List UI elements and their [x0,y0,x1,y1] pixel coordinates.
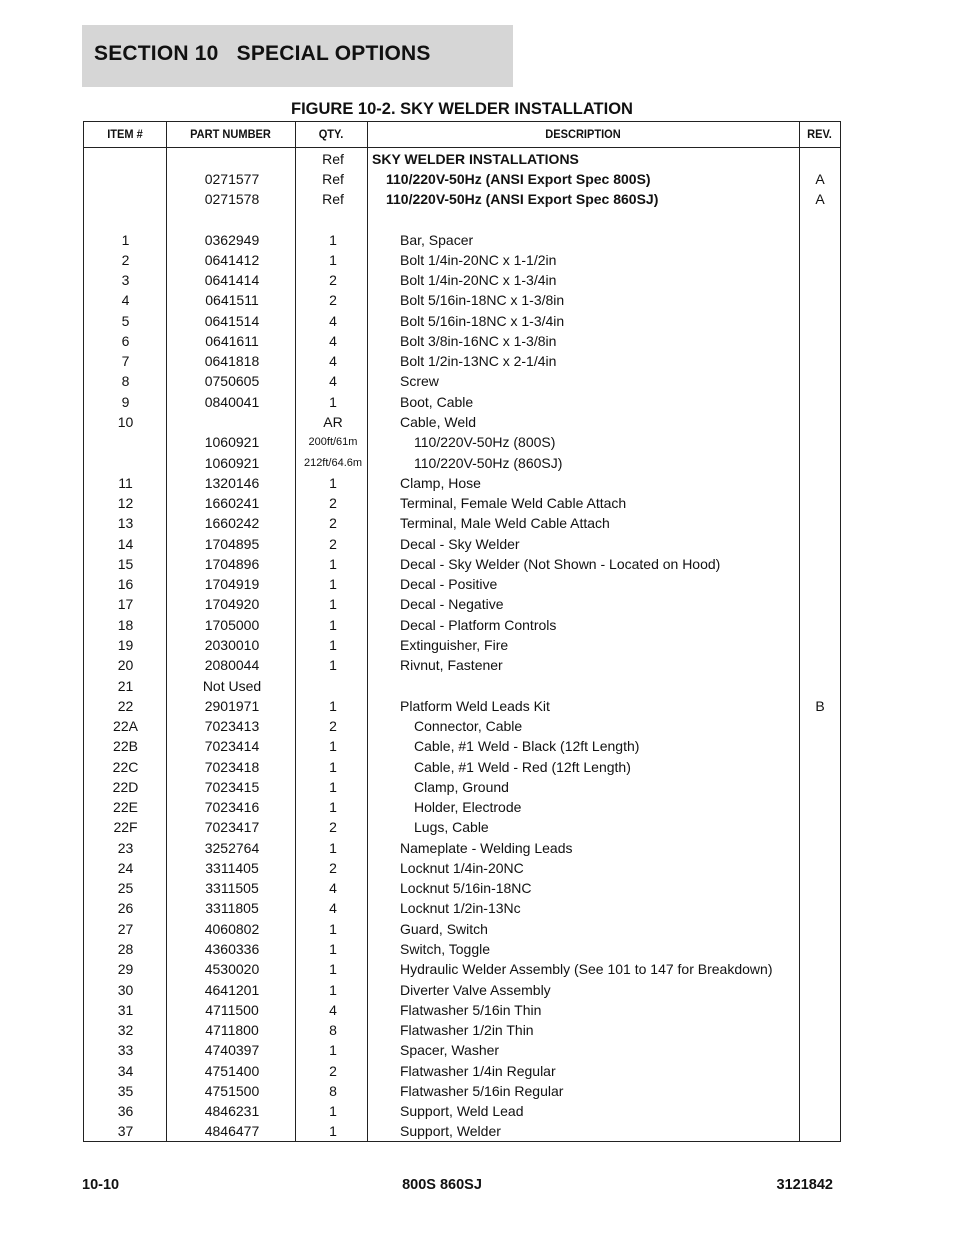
description: Guard, Switch [400,920,488,937]
item-number: 24 [117,859,134,876]
description: Flatwasher 1/2in Thin [400,1022,534,1039]
quantity: 1 [329,738,337,755]
item-number: 22A [113,718,138,735]
table-row [84,270,840,290]
item-number: 3 [121,272,130,289]
table-header [84,122,840,148]
table-row [84,676,840,696]
part-number: 4360336 [204,941,260,958]
part-number: 7023413 [204,718,260,735]
quantity: 1 [329,576,337,593]
table-row [84,169,840,189]
description: Spacer, Washer [400,1042,500,1059]
table-row [84,980,840,1000]
part-number: 1704895 [204,535,260,552]
table-row [84,959,840,979]
figure-title: FIGURE 10-2. SKY WELDER INSTALLATION [291,100,633,118]
description: Terminal, Female Weld Cable Attach [400,495,627,512]
description: Decal - Sky Welder (Not Shown - Located on Hood) [400,555,721,572]
item-number: 10 [117,414,134,430]
quantity: 1 [329,920,337,937]
quantity: 1 [329,941,337,958]
part-number: 4060802 [204,920,260,937]
description: Bolt 1/4in-20NC x 1-3/4in [400,272,557,289]
table-row [84,250,840,270]
part-number: 2080044 [204,657,260,674]
revision: B [815,697,825,714]
item-number: 6 [121,332,130,349]
part-number: 1705000 [204,616,260,633]
part-number: 0750605 [204,373,260,390]
table-row [84,858,840,878]
table-row [84,189,840,209]
description: Screw [400,373,439,390]
table-row [84,1061,840,1081]
description: Connector, Cable [414,718,523,735]
part-number: 3311805 [205,900,259,917]
part-number: Not Used [202,677,262,694]
part-number: 7023415 [204,778,260,795]
item-number: 25 [117,880,134,897]
table-row [84,878,840,898]
description: Support, Weld Lead [400,1103,524,1120]
description: Boot, Cable [400,393,474,410]
table-row [84,1000,840,1020]
quantity: 1 [329,616,337,633]
header-description: DESCRIPTION [545,127,621,141]
quantity: 8 [329,1022,337,1039]
quantity: 200ft/61m [308,436,358,449]
table-row [84,412,840,432]
quantity: 2 [329,718,337,735]
quantity: 1 [329,393,337,410]
header-item: ITEM # [107,127,143,141]
table-row [84,1040,840,1060]
page-number: 10-10 [82,1177,120,1193]
quantity: 4 [329,373,337,390]
description: Holder, Electrode [414,799,522,816]
table-row [84,615,840,635]
description: Flatwasher 5/16in Regular [400,1082,564,1099]
part-number: 7023417 [204,819,260,836]
description: Clamp, Hose [400,474,481,491]
quantity: 8 [329,1082,337,1099]
item-number: 5 [121,312,130,329]
part-number: 4751400 [204,1062,260,1079]
quantity: 1 [329,555,337,572]
item-number: 11 [118,474,133,491]
table-row [84,331,840,351]
table-row [84,1020,840,1040]
description: Locknut 1/2in-13Nc [400,900,521,917]
section-title: SECTION 10 SPECIAL OPTIONS [94,42,431,65]
quantity: 1 [329,799,337,816]
table-row [84,655,840,675]
part-number: 7023418 [204,758,260,775]
item-number: 18 [117,616,134,633]
table-row [84,574,840,594]
description: Flatwasher 1/4in Regular [400,1062,556,1079]
item-number: 33 [117,1042,134,1059]
item-number: 32 [117,1022,134,1039]
table-row [84,1081,840,1101]
description: Bar, Spacer [400,231,474,248]
item-number: 22C [112,758,139,775]
item-number: 29 [117,961,134,978]
item-number: 22F [113,819,138,836]
description: Decal - Platform Controls [400,616,557,633]
description: Nameplate - Welding Leads [400,839,573,856]
quantity: Ref [322,170,344,187]
item-number: 30 [117,981,134,998]
part-number: 0641514 [204,312,260,329]
quantity: 1 [329,636,337,653]
description: Clamp, Ground [414,778,509,795]
part-number: 4846231 [204,1103,260,1120]
part-number: 2030010 [204,636,260,653]
quantity: 1 [329,758,337,775]
table-row [84,351,840,371]
part-number: 0271578 [204,191,260,208]
part-number: 0641611 [205,332,259,349]
description: 110/220V-50Hz (860SJ) [414,454,563,471]
header-qty: QTY. [318,127,344,141]
part-number: 0641818 [204,353,260,370]
table-row [84,939,840,959]
description: Bolt 5/16in-18NC x 1-3/8in [400,292,565,309]
description: 110/220V-50Hz (ANSI Export Spec 800S) [386,170,651,187]
part-number: 4846477 [204,1123,260,1140]
quantity: 1 [329,1103,337,1120]
header-part-number: PART NUMBER [190,127,271,141]
description: Cable, #1 Weld - Black (12ft Length) [414,738,640,755]
item-number: 37 [117,1123,134,1140]
part-number: 0840041 [204,393,260,410]
quantity: AR [323,414,343,430]
quantity: 2 [329,272,337,289]
description: Terminal, Male Weld Cable Attach [400,515,610,532]
item-number: 22B [113,738,138,755]
table-row [84,919,840,939]
table-row [84,209,840,229]
part-number: 3311405 [205,859,259,876]
quantity: 4 [329,353,337,370]
part-number: 1660242 [204,515,260,532]
table-row [84,716,840,736]
description: Diverter Valve Assembly [400,981,551,998]
item-number: 16 [117,576,134,593]
table-row [84,838,840,858]
table-row [84,371,840,391]
description: Bolt 1/2in-13NC x 2-1/4in [400,353,557,370]
quantity: 1 [329,981,337,998]
description: Support, Welder [400,1123,501,1140]
quantity: 1 [329,778,337,795]
description: 110/220V-50Hz (800S) [414,434,556,451]
table-row [84,290,840,310]
table-row [84,432,840,452]
item-number: 21 [117,677,134,694]
table-row [84,453,840,473]
quantity: 4 [329,332,337,349]
description: Decal - Positive [400,576,498,593]
description: Cable, #1 Weld - Red (12ft Length) [414,758,631,775]
quantity: 1 [329,231,337,248]
table-row [84,392,840,412]
item-number: 19 [117,636,134,653]
item-number: 35 [117,1082,134,1099]
description: Switch, Toggle [400,941,491,958]
quantity: 4 [329,312,337,329]
description: Locknut 1/4in-20NC [400,859,524,876]
item-number: 22E [113,799,138,816]
table-row [84,493,840,513]
model-name: 800S 860SJ [402,1177,482,1193]
table-row [84,554,840,574]
quantity: 4 [329,1001,337,1018]
part-number: 1704919 [204,576,260,593]
part-number: 1704896 [204,555,260,572]
part-number: 1060921 [204,454,260,471]
table-row [84,817,840,837]
part-number: 0362949 [204,231,260,248]
description: 110/220V-50Hz (ANSI Export Spec 860SJ) [386,191,659,208]
table-row [84,1121,840,1141]
table-row [84,898,840,918]
part-number: 1660241 [204,495,260,512]
revision: A [815,191,825,208]
part-number: 7023414 [204,738,260,755]
description: Decal - Negative [400,596,504,613]
quantity: 2 [329,859,337,876]
quantity: 1 [329,839,337,856]
description: Lugs, Cable [414,819,489,836]
item-number: 23 [117,839,134,856]
table-row [84,635,840,655]
description: Hydraulic Welder Assembly (See 101 to 147 for Breakdown) [400,961,773,978]
quantity: Ref [322,191,344,208]
description: Decal - Sky Welder [400,535,520,552]
quantity: 1 [329,697,337,714]
description: Bolt 3/8in-16NC x 1-3/8in [400,332,557,349]
table-row [84,696,840,716]
table-row [84,149,840,169]
part-number: 0641412 [204,251,260,268]
item-number: 22 [117,697,134,714]
description: Bolt 5/16in-18NC x 1-3/4in [400,312,565,329]
doc-number: 3121842 [776,1177,833,1193]
item-number: 27 [117,920,134,937]
table-row [84,777,840,797]
part-number: 4711500 [205,1001,259,1018]
item-number: 12 [117,495,134,512]
quantity: 2 [329,515,337,532]
description: Platform Weld Leads Kit [400,697,550,714]
part-number: 0641511 [205,292,259,309]
table-row [84,230,840,250]
description: Extinguisher, Fire [400,636,509,653]
quantity: 212ft/64.6m [303,456,363,469]
part-number: 1060921 [204,434,260,451]
item-number: 4 [121,292,130,309]
quantity: 1 [329,657,337,674]
part-number: 4751500 [204,1082,260,1099]
item-number: 15 [117,555,134,572]
table-row [84,311,840,331]
table-row [84,473,840,493]
quantity: 2 [329,495,337,512]
item-number: 7 [121,353,130,370]
item-number: 1 [121,231,130,248]
part-number: 0271577 [204,170,260,187]
part-number: 3252764 [204,839,260,856]
revision: A [815,170,825,187]
item-number: 9 [121,393,130,410]
item-number: 28 [117,941,134,958]
part-number: 7023416 [204,799,260,816]
part-number: 4711800 [205,1022,259,1039]
quantity: 1 [329,596,337,613]
item-number: 26 [117,900,134,917]
item-number: 14 [117,535,134,552]
table-row [84,736,840,756]
quantity: 4 [329,900,337,917]
item-number: 13 [117,515,134,532]
item-number: 31 [117,1001,134,1018]
quantity: 1 [329,961,337,978]
part-number: 4641201 [204,981,260,998]
quantity: Ref [322,150,344,167]
part-number: 1704920 [204,596,260,613]
item-number: 22D [112,778,139,795]
item-number: 8 [121,373,130,390]
description: Rivnut, Fastener [400,657,503,674]
item-number: 20 [117,657,134,674]
part-number: 3311505 [205,880,259,897]
quantity: 2 [329,292,337,309]
part-number: 0641414 [204,272,260,289]
part-number: 2901971 [204,697,260,714]
part-number: 4740397 [204,1042,260,1059]
parts-table [83,121,841,1142]
item-number: 36 [117,1103,134,1120]
table-row [84,513,840,533]
table-row [84,1101,840,1121]
description: Locknut 5/16in-18NC [400,880,532,897]
quantity: 4 [329,880,337,897]
table-row [84,594,840,614]
description: Flatwasher 5/16in Thin [400,1001,542,1018]
section-banner [82,25,513,87]
quantity: 1 [329,1123,337,1140]
part-number: 4530020 [204,961,260,978]
quantity: 2 [329,819,337,836]
item-number: 17 [117,596,134,613]
item-number: 34 [117,1062,134,1079]
table-row [84,797,840,817]
quantity: 1 [329,474,337,491]
quantity: 2 [329,1062,337,1079]
table-row [84,534,840,554]
quantity: 1 [329,251,337,268]
part-number: 1320146 [204,474,260,491]
quantity: 2 [329,535,337,552]
table-row [84,757,840,777]
header-rev: REV. [807,127,832,141]
description: Bolt 1/4in-20NC x 1-1/2in [400,251,557,268]
description: Cable, Weld [400,414,477,430]
description: SKY WELDER INSTALLATIONS [372,150,579,167]
quantity: 1 [329,1042,337,1059]
item-number: 2 [121,251,130,268]
